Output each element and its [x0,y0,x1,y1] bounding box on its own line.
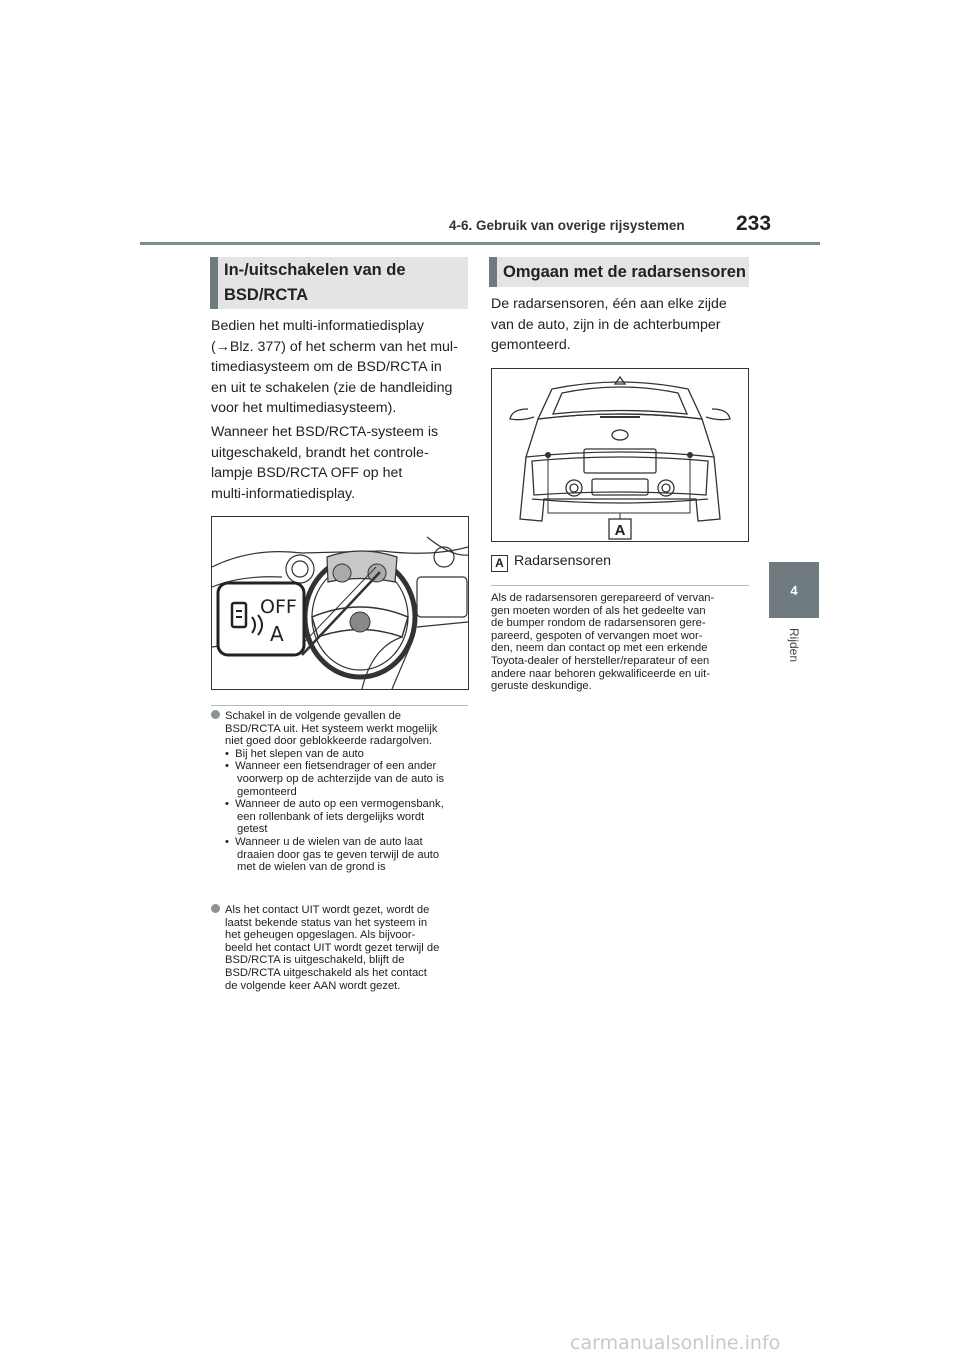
list-line: voorwerp op de achterzijde van de auto is [237,772,445,785]
note-block-1 [211,710,473,874]
note-line: Als de radarsensoren gerepareerd of vervan- [491,592,715,604]
list-line: gemonteerd [237,785,297,798]
note-line: pareerd, gespoten of vervangen moet wor- [491,629,703,642]
list-line: met de wielen van de grond is [237,861,386,874]
car-rear-illustration [491,368,749,542]
note-line: niet goed door geblokkeerde radargolven. [225,735,433,748]
note-line: laatst bekende status van het systeem in [225,916,428,929]
chapter-tab [769,562,819,618]
text-line: Bedien het multi-informatiedisplay [211,318,424,334]
text-line: multi-informatiedisplay. [211,485,356,502]
note-line: BSD/RCTA uitgeschakeld als het contact [225,966,427,979]
text-line: voor het multimediasysteem). [211,400,397,416]
list-line: draaien door gas te geven terwijl de auto [237,848,440,861]
list-item: • Wanneer u de wielen van de auto laat [225,835,423,848]
dashboard-illustration [211,516,469,690]
text-line: (→Blz. 377) of het scherm van het mul- [211,338,458,355]
note-rule [491,585,749,586]
note-rule [211,705,468,706]
text-line: gemonteerd. [491,337,571,353]
callout-a-label: A [614,522,626,539]
list-line: een rollenbank of iets dergelijks wordt [237,810,425,823]
note-line: de bumper rondom de radarsensoren gere- [491,617,706,630]
note-line: andere naar behoren gekwalificeerde en uit- [491,667,710,680]
note-line: beeld het contact UIT wordt gezet terwijl de [225,941,440,954]
text-line: Wanneer het BSD/RCTA-systeem is [211,424,439,440]
section-heading-line1: In-/uitschakelen van de [224,261,406,279]
list-item: • Wanneer de auto op een vermogensbank, [225,798,444,811]
section-heading-bsd [210,257,468,309]
chapter-label [781,628,805,688]
text-line: timediasysteem om de BSD/RCTA in [211,359,442,375]
watermark: carmanualsonline.info [570,1332,781,1354]
chapter-label-text: Rijden [787,628,801,663]
paragraph-operate [211,316,473,419]
note-line: BSD/RCTA is uitgeschakeld, blijft de [225,954,405,967]
indicator-off-text: OFF [260,596,297,618]
section-heading-text: Omgaan met de radarsensoren [503,262,747,281]
legend-key-box: A [491,555,508,572]
text-line: van de auto, zijn in de achterbumper [491,316,721,333]
chapter-number: 4 [790,582,798,598]
note-line: de volgende keer AAN wordt gezet. [225,979,401,992]
figure-legend [491,551,753,572]
paragraph-radar [491,294,753,356]
header-section-title: 4-6. Gebruik van overige rijsystemen [449,218,685,233]
note-line: den, neem dan contact op met een erkende [491,642,708,655]
note-line: Als het contact UIT wordt gezet, wordt de [211,904,473,917]
text-line: lampje BSD/RCTA OFF op het [211,465,403,481]
indicator-sub-text: A [270,622,284,646]
note-line: gen moeten worden of als het gedeelte van [491,604,706,617]
note-line: Schakel in de volgende gevallen de [211,710,473,723]
note-line: BSD/RCTA uit. Het systeem werkt mogelijk [225,722,438,735]
car-rear-drawing [492,369,748,541]
note-block-radar [491,592,755,693]
text-line: De radarsensoren, één aan elke zijde [491,296,727,312]
list-item: • Wanneer een fietsendrager of een ander [225,760,437,773]
note-line: het geheugen opgeslagen. Als bijvoor- [225,929,416,942]
paragraph-disabled [211,422,473,504]
legend-text: Radarsensoren [514,553,612,569]
note-line: geruste deskundige. [491,680,592,693]
note-line: Toyota-dealer of hersteller/reparateur of een [491,654,710,667]
note-block-2 [211,904,473,992]
bullet-dot-icon [211,904,220,913]
text-line: uitgeschakeld, brandt het controle- [211,444,429,461]
section-heading-line2: BSD/RCTA [224,286,309,304]
dashboard-drawing [212,517,468,689]
text-line: en uit te schakelen (zie de handleiding [211,379,453,396]
list-line: getest [237,823,268,836]
header-rule [140,242,820,245]
bullet-dot-icon [211,710,220,719]
page-number: 233 [736,212,772,235]
list-item: • Bij het slepen van de auto [225,747,364,760]
section-heading-radar [489,257,749,287]
